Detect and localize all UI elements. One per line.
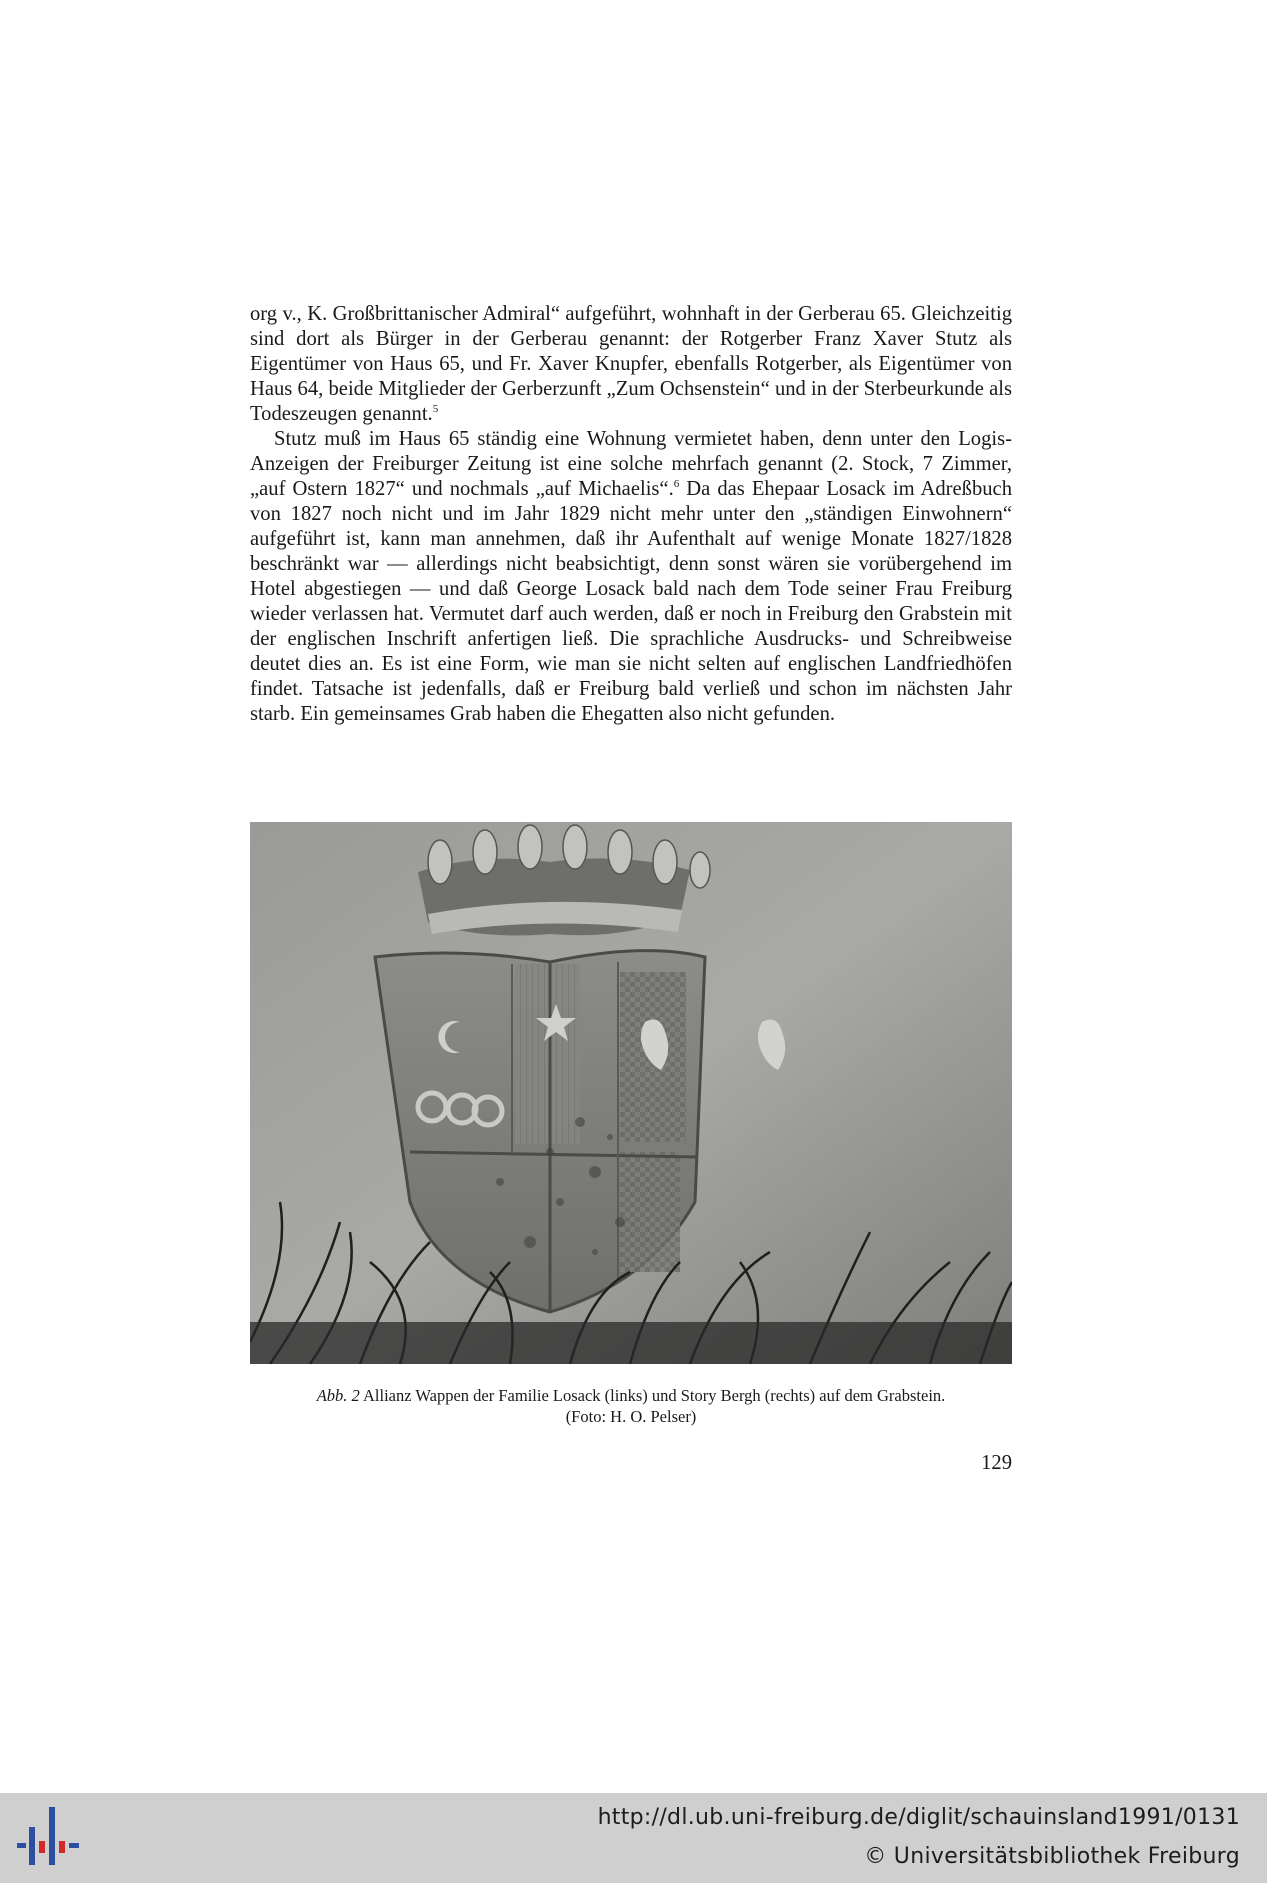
ub-freiburg-logo-icon xyxy=(14,1805,84,1867)
caption-text: Allianz Wappen der Familie Losack (links) und Story Bergh (rechts) auf dem Grabstein. xyxy=(363,1386,946,1405)
figure-caption xyxy=(250,1385,1012,1427)
copyright-notice: © Universitätsbibliothek Freiburg xyxy=(864,1844,1240,1869)
page-number: 129 xyxy=(981,1452,1012,1474)
paragraph xyxy=(250,302,1012,427)
library-footer xyxy=(0,1793,1267,1883)
footnote-marker: 5 xyxy=(432,403,439,416)
paragraph-text: Stutz muß im Haus 65 ständig eine Wohnung vermietet haben, denn unter den Logis-Anzeigen der Freiburger Zeitung ist eine solche mehrfach genannt (2. Stock, 7 Zimmer, „auf Ostern 1827“ und nochmals „auf Michaelis“. xyxy=(250,428,1012,500)
article-body xyxy=(250,302,1012,727)
caption-label: Abb. 2 xyxy=(316,1386,360,1405)
paragraph xyxy=(250,427,1012,727)
paragraph-text: org v., K. Großbrittanischer Admiral“ aufgeführt, wohnhaft in der Gerberau 65. Gleichzeitig sind dort als Bürger in der Gerberau genannt: der Rotgerber Franz Xaver Stutz als Eigentümer von Haus 65, und Fr. Xaver Knupfer, ebenfalls Rotgerber, als Eigentümer von Haus 64, beide Mitglieder der Gerberzunft „Zum Ochsenstein“ und in der Sterbeurkunde als Todeszeugen genannt. xyxy=(250,303,1012,425)
coat-of-arms-photo xyxy=(250,822,1012,1364)
photo-credit: (Foto: H. O. Pelser) xyxy=(565,1407,697,1426)
footnote-marker: 6 xyxy=(673,478,680,491)
caption-line xyxy=(250,1385,1012,1406)
paragraph-text: Da das Ehepaar Losack im Adreßbuch von 1827 noch nicht und im Jahr 1829 nicht mehr unter den „ständigen Einwohnern“ aufgeführt ist, kann man annehmen, daß ihr Aufenthalt auf wenige Monate 1827/1828 beschränkt war — allerdings nicht beabsichtigt, denn sonst wären sie vorübergehend im Hotel abgestiegen — und daß George Losack bald nach dem Tode seiner Frau Freiburg wieder verlassen hat. Vermutet darf auch werden, daß er noch in Freiburg den Grabstein mit der englischen Inschrift anfertigen ließ. Die sprachliche Ausdrucks- und Schreibweise deutet dies an. Es ist eine Form, wie man sie nicht selten auf englischen Landfriedhöfen findet. Tatsache ist jedenfalls, daß er Freiburg bald verließ und schon im nächsten Jahr starb. Ein gemeinsames Grab haben die Ehegatten also nicht gefunden. xyxy=(250,478,1012,725)
permalink-url[interactable]: http://dl.ub.uni-freiburg.de/diglit/schauinsland1991/0131 xyxy=(597,1805,1240,1830)
